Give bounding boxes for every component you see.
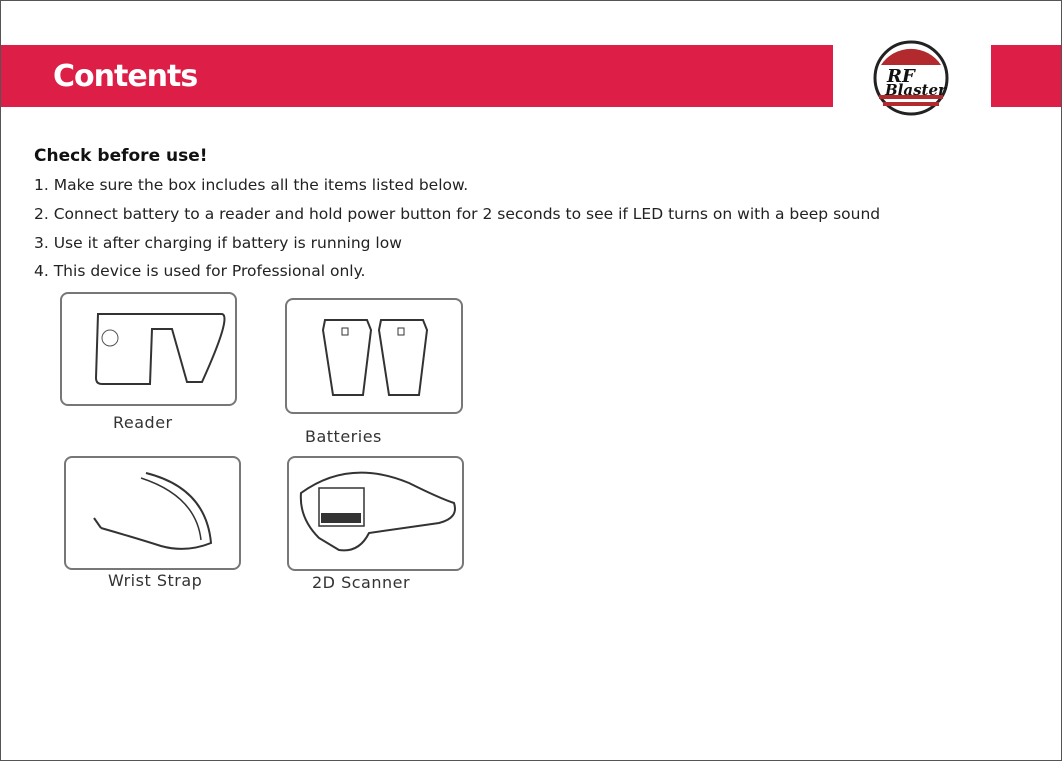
batteries-label: Batteries bbox=[305, 427, 382, 446]
svg-text:Blaster: Blaster bbox=[885, 81, 946, 99]
page-title: Contents bbox=[53, 59, 198, 94]
instruction-item: 4. This device is used for Professional only. bbox=[34, 262, 366, 280]
reader-label: Reader bbox=[113, 413, 173, 432]
2d-scanner-label: 2D Scanner bbox=[312, 573, 411, 592]
check-heading: Check before use! bbox=[34, 146, 208, 166]
reader-image bbox=[60, 292, 237, 406]
header-band-right bbox=[991, 45, 1061, 107]
wrist-strap-image bbox=[64, 456, 241, 570]
wrist-strap-label: Wrist Strap bbox=[108, 571, 203, 590]
instruction-item: 1. Make sure the box includes all the items listed below. bbox=[34, 176, 469, 194]
2d-scanner-image bbox=[287, 456, 464, 571]
batteries-image bbox=[285, 298, 463, 414]
rf-blaster-logo bbox=[847, 37, 975, 119]
instruction-item: 3. Use it after charging if battery is running low bbox=[34, 234, 402, 252]
svg-text:RF: RF bbox=[887, 66, 915, 87]
instruction-item: 2. Connect battery to a reader and hold power button for 2 seconds to see if LED turns on with a beep sound bbox=[34, 205, 881, 223]
